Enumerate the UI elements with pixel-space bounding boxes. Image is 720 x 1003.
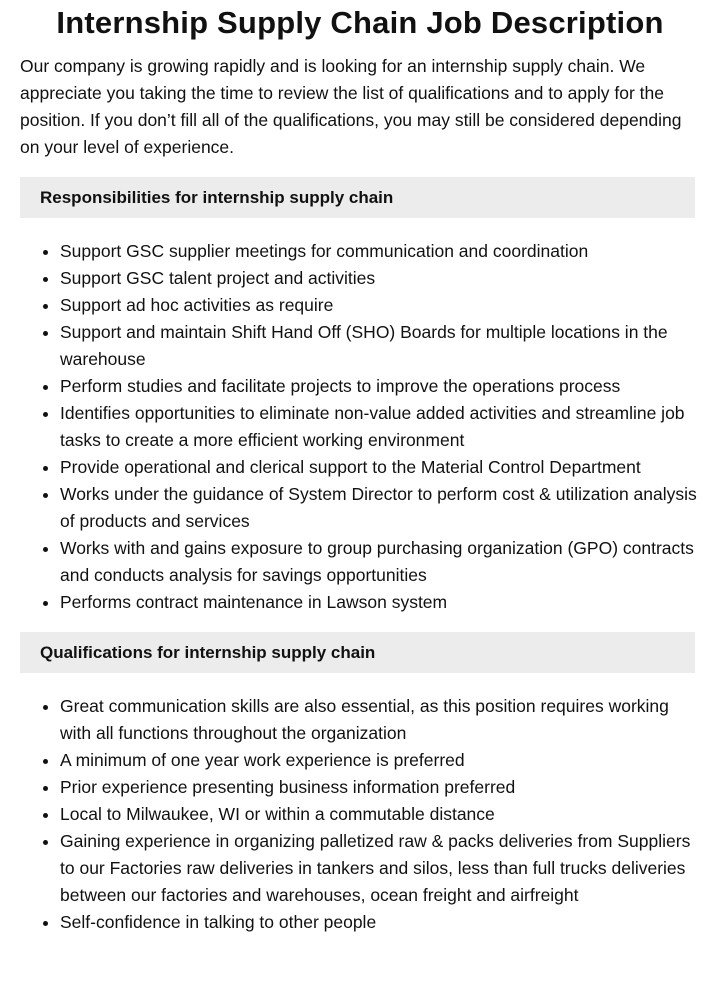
list-item: • Prior experience presenting business information preferred — [60, 774, 700, 801]
list-item: • Gaining experience in organizing palletized raw & packs deliveries from Suppliers to our Factories raw deliveries in tankers and silos, less than full trucks deliveries between our factories and warehouses, ocean freight and airfreight — [60, 828, 700, 909]
responsibilities-list — [20, 238, 700, 616]
list-item: • Identifies opportunities to eliminate non-value added activities and streamline job tasks to create a more efficient working environment — [60, 400, 700, 454]
list-item: • Provide operational and clerical support to the Material Control Department — [60, 454, 700, 481]
page-title: Internship Supply Chain Job Description — [56, 5, 664, 40]
list-item: • Performs contract maintenance in Lawson system — [60, 589, 700, 616]
qualifications-heading: Qualifications for internship supply chain — [20, 632, 695, 673]
list-item: • Perform studies and facilitate projects to improve the operations process — [60, 373, 700, 400]
list-item: • Support and maintain Shift Hand Off (SHO) Boards for multiple locations in the warehouse — [60, 319, 700, 373]
list-item: • Support GSC supplier meetings for communication and coordination — [60, 238, 700, 265]
intro-paragraph: Our company is growing rapidly and is looking for an internship supply chain. We appreciate you taking the time to review the list of qualifications and to apply for the position. If you don’t fill all of the qualifications, you may still be considered depending on your level of experience. — [20, 56, 682, 157]
list-item: • Support ad hoc activities as require — [60, 292, 700, 319]
list-item: • Works with and gains exposure to group purchasing organization (GPO) contracts and conducts analysis for savings opportunities — [60, 535, 700, 589]
list-item: • Self-confidence in talking to other people — [60, 909, 700, 936]
qualifications-list — [20, 693, 700, 936]
list-item: • Support GSC talent project and activities — [60, 265, 700, 292]
list-item: • Great communication skills are also essential, as this position requires working with all functions throughout the organization — [60, 693, 700, 747]
list-item: • Works under the guidance of System Director to perform cost & utilization analysis of products and services — [60, 481, 700, 535]
list-item: • Local to Milwaukee, WI or within a commutable distance — [60, 801, 700, 828]
responsibilities-heading: Responsibilities for internship supply chain — [20, 177, 695, 218]
list-item: • A minimum of one year work experience is preferred — [60, 747, 700, 774]
